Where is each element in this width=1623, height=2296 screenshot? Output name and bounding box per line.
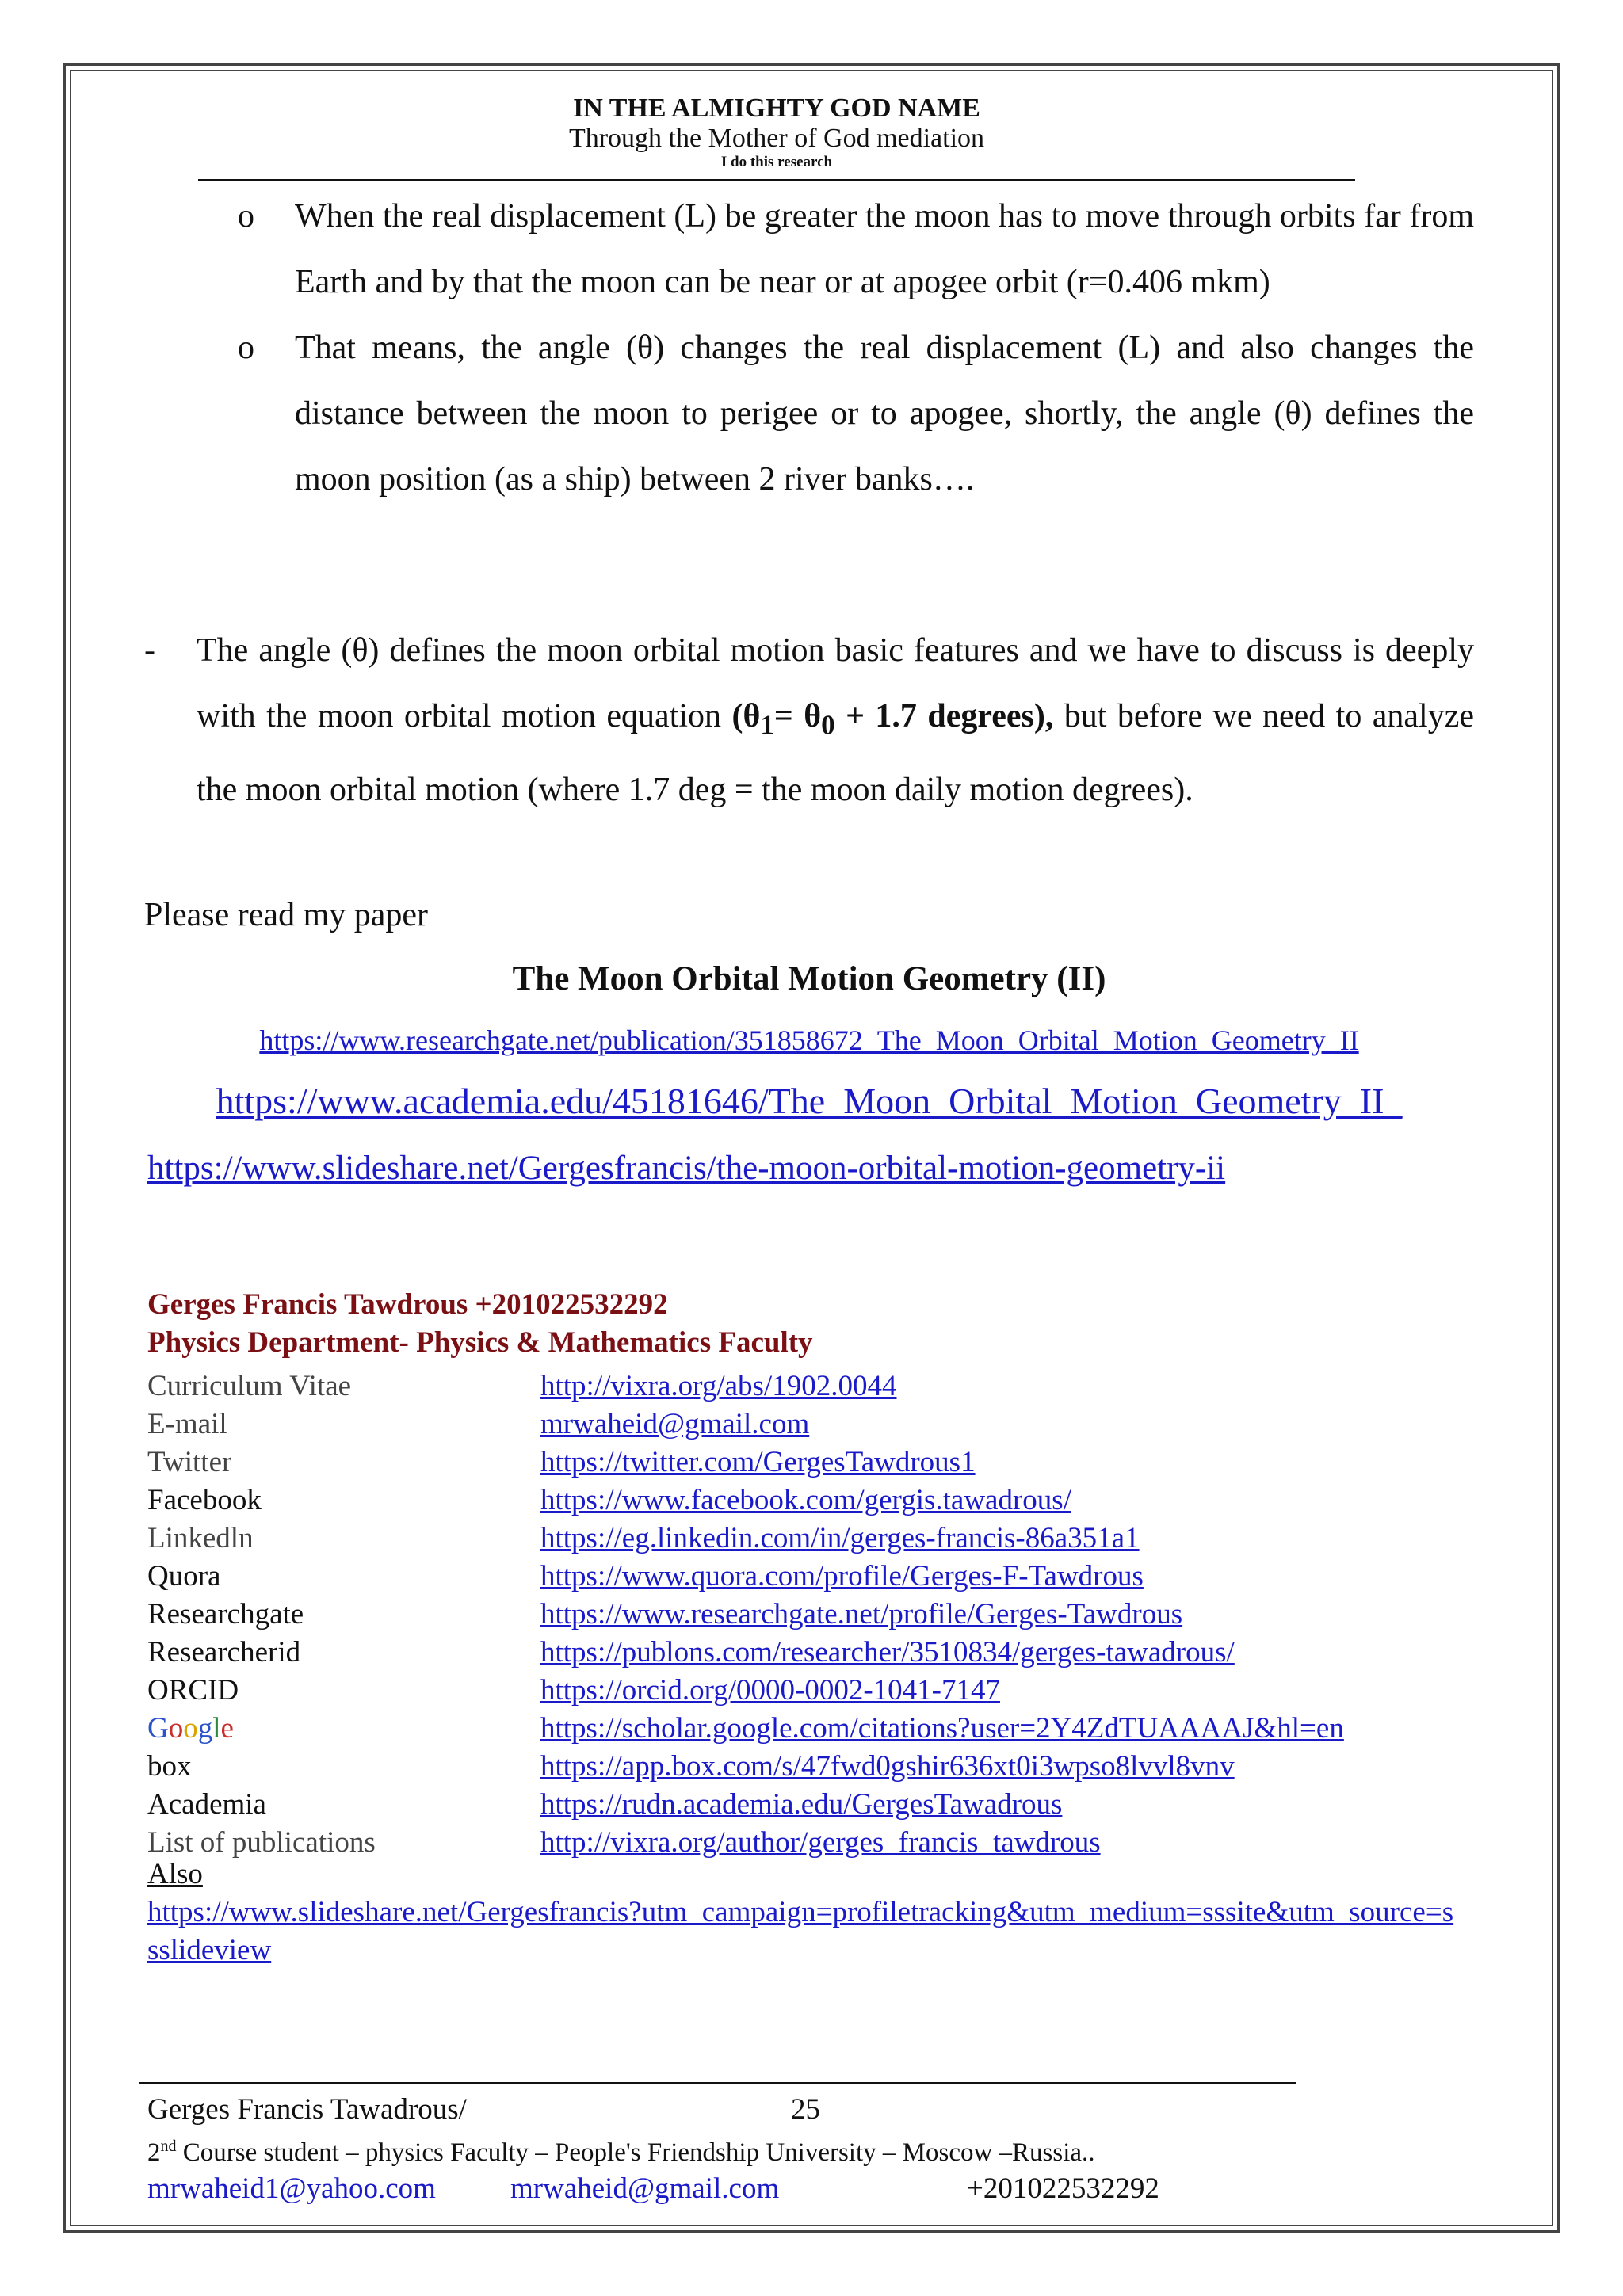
researchgate-paper-link[interactable]: https://www.researchgate.net/publication/351858672_The_Moon_Orbital_Motion_Geometry_II: [259, 1024, 1359, 1056]
profile-label: Curriculum Vitae: [147, 1370, 352, 1402]
header-subtitle: Through the Mother of God mediation: [568, 124, 985, 153]
author-name: Gerges Francis Tawdrous +201022532292: [147, 1288, 668, 1321]
profile-label: box: [147, 1750, 192, 1783]
read-paper-line: Please read my paper: [144, 897, 429, 933]
footer-author: Gerges Francis Tawadrous/: [147, 2093, 467, 2126]
paragraph: [144, 618, 1474, 823]
footer-email-yahoo[interactable]: mrwaheid1@yahoo.com: [147, 2172, 436, 2205]
list-item: [238, 315, 1474, 513]
profile-link[interactable]: https://publons.com/researcher/3510834/gerges-tawadrous/: [540, 1636, 1235, 1669]
table-row: [147, 1596, 1495, 1634]
footer-email-gmail[interactable]: mrwaheid@gmail.com: [510, 2172, 780, 2205]
profile-link[interactable]: mrwaheid@gmail.com: [540, 1408, 810, 1440]
header-title: IN THE ALMIGHTY GOD NAME: [573, 93, 980, 123]
table-row: [147, 1444, 1495, 1482]
slideshare-paper-link[interactable]: https://www.slideshare.net/Gergesfrancis/the-moon-orbital-motion-geometry-ii: [147, 1150, 1226, 1187]
table-row: [147, 1710, 1495, 1748]
profile-link[interactable]: https://www.quora.com/profile/Gerges-F-Tawdrous: [540, 1560, 1144, 1592]
profile-link[interactable]: https://twitter.com/GergesTawdrous1: [540, 1446, 976, 1478]
header-note: I do this research: [720, 154, 833, 170]
list-item-text: That means, the angle (θ) changes the real displacement (L) and also changes the distance between the moon to perigee or to apogee, shortly, the angle (θ) defines the moon position (as a ship) between 2 river banks….: [295, 330, 1474, 498]
bullet-marker: o: [238, 198, 254, 235]
academia-paper-link[interactable]: https://www.academia.edu/45181646/The_Moon_Orbital_Motion_Geometry_II_: [216, 1081, 1403, 1121]
table-row: [147, 1482, 1495, 1520]
profile-link[interactable]: https://app.box.com/s/47fwd0gshir636xt0i3wpso8lvvl8vnv: [540, 1750, 1235, 1783]
bullet-marker: o: [238, 330, 254, 366]
paper-title: The Moon Orbital Motion Geometry (II): [512, 960, 1106, 997]
table-row: [147, 1558, 1495, 1596]
table-row: [147, 1634, 1495, 1672]
slideshare-paper-link-row: [147, 1141, 1477, 1196]
profile-label: Researcherid: [147, 1636, 301, 1669]
dash-list-item: [144, 618, 1474, 823]
footer-phone: +201022532292: [967, 2172, 1159, 2205]
footer-contact-row: [147, 2171, 1479, 2207]
profile-label: Linkedln: [147, 1522, 254, 1554]
profile-links-table: [147, 1367, 1495, 1862]
profile-link[interactable]: https://www.researchgate.net/profile/Gerges-Tawdrous: [540, 1598, 1183, 1630]
profile-link[interactable]: http://vixra.org/abs/1902.0044: [540, 1370, 897, 1402]
table-row: [147, 1672, 1495, 1710]
profile-link[interactable]: https://www.facebook.com/gergis.tawadrous/: [540, 1484, 1071, 1516]
also-link-row: [147, 1894, 1463, 1970]
profile-label: Quora: [147, 1560, 221, 1592]
list-item-text: When the real displacement (L) be greater the moon has to move through orbits far from Earth and by that the moon can be near or at apogee orbit (r=0.406 mkm): [295, 198, 1474, 300]
academia-paper-link-row: [144, 1074, 1474, 1129]
table-row: [147, 1405, 1495, 1444]
list-item: [238, 184, 1474, 315]
also-label: Also: [147, 1858, 203, 1890]
page-number: 25: [791, 2093, 820, 2126]
profile-link[interactable]: https://orcid.org/0000-0002-1041-7147: [540, 1674, 1000, 1707]
profile-label: Researchgate: [147, 1598, 304, 1630]
paragraph-text-before: The angle (θ) defines the moon orbital motion basic features and we have to discuss is deeply with the moon orbital motion equation: [197, 632, 1474, 734]
equation: ($\theta_1= \theta_0 + 1.7$ degrees),: [731, 698, 1054, 741]
profile-label: E-mail: [147, 1408, 227, 1440]
profile-label: Facebook: [147, 1484, 262, 1516]
header-rule: [198, 179, 1355, 181]
table-row: [147, 1367, 1495, 1405]
page-footer: [147, 2092, 1479, 2207]
footer-course-line: 2nd Course student – physics Faculty – People's Friendship University – Moscow –Russia..: [147, 2138, 1095, 2167]
footer-row: [147, 2092, 1479, 2128]
profile-label: Twitter: [147, 1446, 232, 1478]
google-logo-label: Google: [147, 1712, 234, 1745]
table-row: [147, 1748, 1495, 1786]
researchgate-paper-link-row: [144, 1016, 1474, 1064]
footer-rule: [139, 2082, 1296, 2084]
profile-link[interactable]: http://vixra.org/author/gerges_francis_tawdrous: [540, 1826, 1101, 1859]
profile-label: List of publications: [147, 1826, 376, 1859]
sub-bullet-list: [238, 184, 1474, 513]
author-department: Physics Department- Physics & Mathematics Faculty: [147, 1326, 813, 1359]
table-row: [147, 1786, 1495, 1824]
table-row: [147, 1520, 1495, 1558]
profile-link[interactable]: https://eg.linkedin.com/in/gerges-francis-86a351a1: [540, 1522, 1140, 1554]
profile-link[interactable]: https://rudn.academia.edu/GergesTawadrous: [540, 1788, 1063, 1821]
page-header: [198, 93, 1355, 171]
profile-label: ORCID: [147, 1674, 239, 1707]
table-row: [147, 1824, 1495, 1862]
profile-link[interactable]: https://scholar.google.com/citations?user=2Y4ZdTUAAAAJ&hl=en: [540, 1712, 1344, 1745]
slideshare-profile-link[interactable]: https://www.slideshare.net/Gergesfrancis?utm_campaign=profiletracking&utm_medium=sssite&utm_source=ssslideview: [147, 1896, 1454, 1966]
dash-marker: -: [144, 632, 155, 669]
author-block: [147, 1286, 1477, 1362]
profile-label: Academia: [147, 1788, 266, 1821]
paragraph-text-after: but before we need to analyze the moon orbital motion (where 1.7 deg = the moon daily motion degrees).: [197, 698, 1474, 809]
